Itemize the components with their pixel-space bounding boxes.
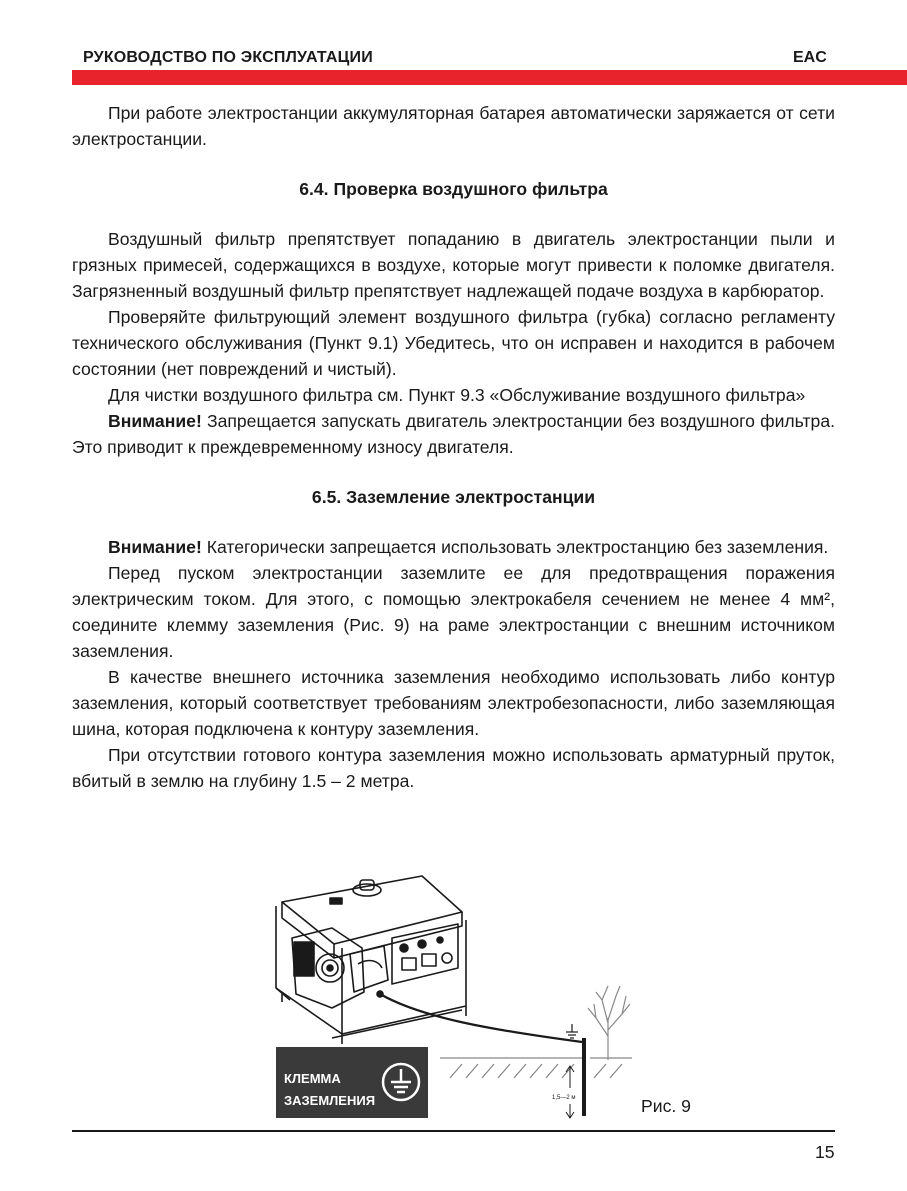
badge-line-1: КЛЕММА bbox=[284, 1071, 341, 1086]
header-red-bar bbox=[72, 70, 907, 85]
page-header bbox=[0, 0, 907, 90]
page-number: 15 bbox=[815, 1142, 835, 1162]
section-6-4-warning bbox=[72, 408, 835, 460]
ground-surface bbox=[440, 1058, 632, 1078]
eac-mark: EAC bbox=[793, 49, 827, 66]
intro-paragraph: При работе электростанции аккумуляторная батарея автоматически заряжается от сети электростанции. bbox=[72, 103, 835, 149]
warning-text: Категорически запрещается использовать электростанцию без заземления. bbox=[201, 537, 829, 557]
section-6-4-p3: Для чистки воздушного фильтра см. Пункт 9.3 «Обслуживание воздушного фильтра» bbox=[108, 385, 806, 405]
depth-arrows bbox=[566, 1066, 574, 1118]
ground-terminal-badge bbox=[276, 1047, 428, 1118]
footer-rule bbox=[72, 1130, 835, 1132]
manual-title: РУКОВОДСТВО ПО ЭКСПЛУАТАЦИИ bbox=[83, 49, 373, 66]
earth-symbol bbox=[566, 1024, 578, 1038]
ground-icon bbox=[380, 1061, 422, 1103]
section-6-4-p1: Воздушный фильтр препятствует попаданию в двигатель электростанции пыли и грязных примесей, содержащихся в воздухе, которые могут привести к поломке двигателя. Загрязненный воздушный фильтр препятствует надлежащей подаче воздуха в карбюратор. bbox=[72, 229, 835, 301]
depth-label: 1,5—2 м bbox=[552, 1095, 576, 1101]
section-6-5-heading: 6.5. Заземление электростанции bbox=[311, 487, 596, 507]
section-6-4-heading: 6.4. Проверка воздушного фильтра bbox=[299, 179, 608, 199]
badge-line-2: ЗАЗЕМЛЕНИЯ bbox=[284, 1093, 376, 1108]
section-6-5-p1: Перед пуском электростанции заземлите ее для предотвращения поражения электрическим током. Для этого, с помощью электрокабеля сечением не менее 4 мм², соедините клемму заземления (Рис. 9) на раме электростанции с внешним источником заземления. bbox=[72, 563, 835, 661]
figure-caption: Рис. 9 bbox=[641, 1096, 691, 1116]
warning-label: Внимание! bbox=[108, 537, 202, 557]
section-6-5-p2: В качестве внешнего источника заземления необходимо использовать либо контур заземления, который соответствует требованиям электробезопасности, либо заземляющая шина, которая подключена к контуру заземления. bbox=[72, 667, 835, 739]
tree-drawing bbox=[588, 986, 630, 1060]
section-6-5-warning bbox=[72, 534, 835, 560]
section-6-4-p2: Проверяйте фильтрующий элемент воздушного фильтра (губка) согласно регламенту технического обслуживания (Пункт 9.1) Убедитесь, что он исправен и находится в рабочем состоянии (нет повреждений и чистый). bbox=[72, 307, 835, 379]
generator-drawing bbox=[276, 876, 466, 1044]
warning-label: Внимание! bbox=[108, 411, 202, 431]
warning-text: Запрещается запускать двигатель электростанции без воздушного фильтра. Это приводит к преждевременному износу двигателя. bbox=[72, 411, 835, 457]
page-body bbox=[72, 100, 835, 794]
section-6-5-p3: При отсутствии готового контура заземления можно использовать арматурный пруток, вбитый в землю на глубину 1.5 – 2 метра. bbox=[72, 745, 835, 791]
